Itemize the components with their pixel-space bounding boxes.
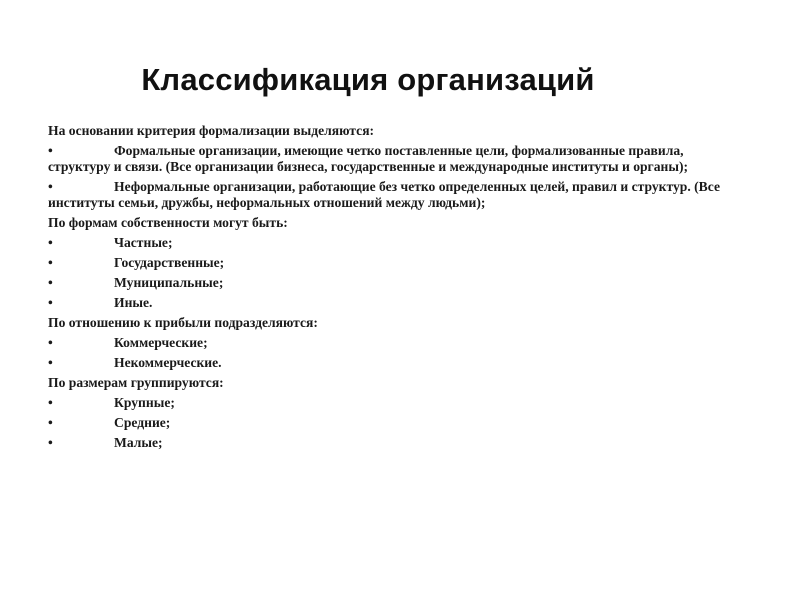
bullet-marker: •	[48, 295, 53, 310]
bullet-marker: •	[48, 415, 53, 430]
list-item-text: Государственные;	[114, 255, 225, 270]
list-item-text: Частные;	[114, 235, 173, 250]
list-item	[48, 235, 748, 251]
list-item-text: Формальные организации, имеющие четко поставленные цели, формализованные правила, структуру и связи. (Все организации бизнеса, государственные и международные институты и органы);	[48, 143, 689, 174]
bullet-marker: •	[48, 255, 53, 270]
list-item-text: Некоммерческие.	[114, 355, 222, 370]
list-item-text: Иные.	[114, 295, 153, 310]
list-item-text: Средние;	[114, 415, 171, 430]
list-item	[48, 435, 748, 451]
list-item	[48, 355, 748, 371]
slide-title: Классификация организаций	[141, 62, 595, 97]
section-heading-formalization: На основании критерия формализации выделяются:	[48, 123, 375, 138]
section-heading-size: По размерам группируются:	[48, 375, 224, 390]
list-item	[48, 415, 748, 431]
list-item	[48, 179, 748, 211]
bullet-marker: •	[48, 235, 53, 250]
slide-body	[48, 123, 748, 455]
bullet-marker: •	[48, 355, 53, 370]
bullet-marker: •	[48, 395, 53, 410]
bullet-marker: •	[48, 435, 53, 450]
list-item	[48, 275, 748, 291]
bullet-marker: •	[48, 335, 53, 350]
list-item	[48, 255, 748, 271]
bullet-marker: •	[48, 179, 53, 194]
list-item-text: Муниципальные;	[114, 275, 224, 290]
list-item	[48, 295, 748, 311]
list-item-text: Малые;	[114, 435, 163, 450]
list-item-text: Крупные;	[114, 395, 175, 410]
list-item-text: Коммерческие;	[114, 335, 208, 350]
list-item	[48, 143, 748, 175]
list-item	[48, 395, 748, 411]
bullet-marker: •	[48, 275, 53, 290]
section-heading-profit: По отношению к прибыли подразделяются:	[48, 315, 318, 330]
section-heading-ownership: По формам собственности могут быть:	[48, 215, 288, 230]
bullet-marker: •	[48, 143, 53, 158]
list-item-text: Неформальные организации, работающие без четко определенных целей, правил и структур. (Все институты семьи, дружбы, неформальных отношений между людьми);	[48, 179, 720, 210]
list-item	[48, 335, 748, 351]
